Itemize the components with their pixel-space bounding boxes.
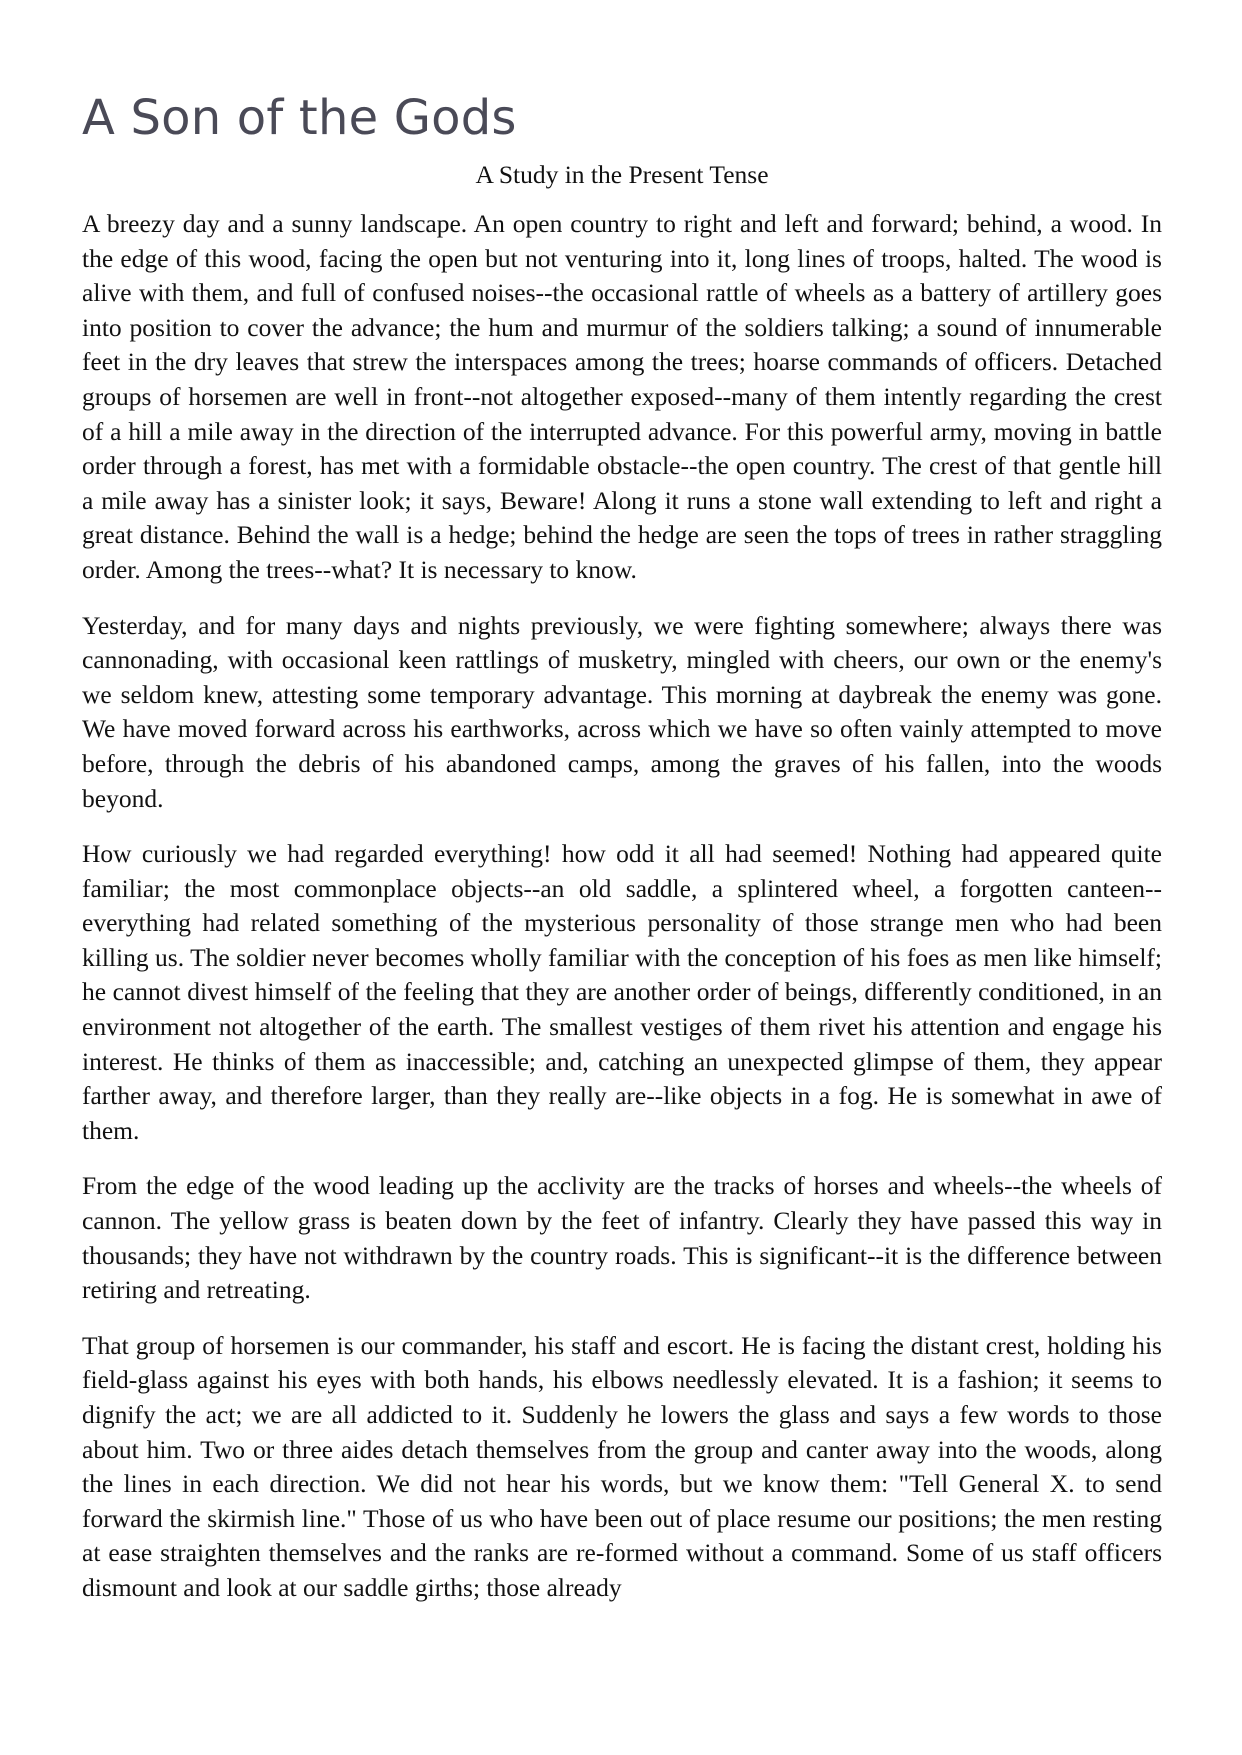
paragraph: From the edge of the wood leading up the acclivity are the tracks of horses and wheels--the wheels of cannon. The yellow grass is beaten down by the feet of infantry. Clearly they have passed this way in thousands; they have not withdrawn by the country roads. This is significant--it is the difference between retiring and retreating. [82,1171,1162,1305]
paragraph: That group of horsemen is our commander, his staff and escort. He is facing the distant crest, holding his field-glass against his eyes with both hands, his elbows needlessly elevated. It is a fashion; it seems to dignify the act; we are all addicted to it. Suddenly he lowers the glass and says a few words to those about him. Two or three aides detach themselves from the group and canter away into the woods, along the lines in each direction. We did not hear his words, but we know them: "Tell General X. to send forward the skirmish line." Those of us who have been out of place resume our positions; the men resting at ease straighten themselves and the ranks are re-formed without a command. Some of us staff officers dismount and look at our saddle girths; those already [82,1330,1162,1602]
paragraph: A breezy day and a sunny landscape. An open country to right and left and forward; behind, a wood. In the edge of this wood, facing the open but not venturing into it, long lines of troops, halted. The wood is alive with them, and full of confused noises--the occasional rattle of wheels as a battery of artillery goes into position to cover the advance; the hum and murmur of the soldiers talking; a sound of innumerable feet in the dry leaves that strew the interspaces among the trees; hoarse commands of officers. Detached groups of horsemen are well in front--not altogether exposed--many of them intently regarding the crest of a hill a mile away in the direction of the interrupted advance. For this powerful army, moving in battle order through a forest, has met with a formidable obstacle--the open country. The crest of that gentle hill a mile away has a sinister look; it says, Beware! Along it runs a stone wall extending to left and right a great distance. Behind the wall is a hedge; behind the hedge are seen the tops of trees in rather straggling order. Among the trees--what? It is necessary to know. [82,209,1162,584]
paragraph: How curiously we had regarded everything! how odd it all had seemed! Nothing had appeared quite familiar; the most commonplace objects--an old saddle, a splintered wheel, a forgotten canteen--everything had related something of the mysterious personality of those strange men who had been killing us. The soldier never becomes wholly familiar with the conception of his foes as men like himself; he cannot divest himself of the feeling that they are another order of beings, differently conditioned, in an environment not altogether of the earth. The smallest vestiges of them rivet his attention and engage his interest. He thinks of them as inaccessible; and, catching an unexpected glimpse of them, they appear farther away, and therefore larger, than they really are--like objects in a fog. He is somewhat in awe of them. [82,839,1162,1145]
document-title: A Son of the Gods [82,90,517,146]
paragraph: Yesterday, and for many days and nights previously, we were fighting somewhere; always there was cannonading, with occasional keen rattlings of musketry, mingled with cheers, our own or the enemy's we seldom knew, attesting some temporary advantage. This morning at daybreak the enemy was gone. We have moved forward across his earthworks, across which we have so often vainly attempted to move before, through the debris of his abandoned camps, among the graves of his fallen, into the woods beyond. [82,610,1162,813]
document-content [82,88,1162,1627]
document-subtitle: A Study in the Present Tense [475,160,769,189]
